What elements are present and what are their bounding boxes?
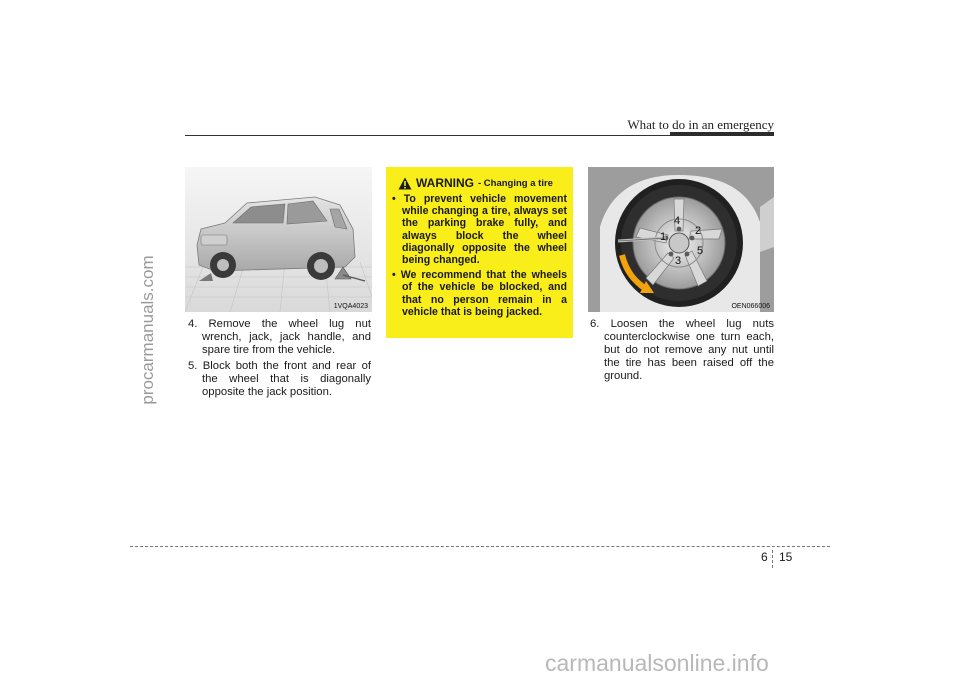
side-watermark: procarmanuals.com: [138, 255, 157, 405]
chapter-number: 6: [761, 550, 768, 564]
warning-box: [386, 167, 573, 338]
step-4: 4. Remove the wheel lug nut wrench, jack, jack handle, and spare tire from the vehicle.: [188, 318, 371, 356]
nut-number-2: 2: [695, 225, 702, 237]
warning-item-text: To prevent vehicle movement while changing a tire, always set the parking brake fully, and always block the wheel diagonally opposite the wheel being changed.: [402, 193, 567, 267]
car-on-jack-illustration: [185, 167, 372, 312]
warning-item-2: [392, 269, 567, 318]
warning-title: WARNING: [416, 176, 474, 190]
figure-label: OEN066006: [731, 303, 770, 310]
figure-label: 1VQA4023: [333, 303, 368, 310]
figure-wheel: [588, 167, 774, 312]
nut-number-1: 1: [660, 231, 667, 243]
warning-header: [398, 176, 567, 190]
page-number: 15: [779, 550, 793, 564]
step-6: 6. Loosen the wheel lug nuts counterclockwise one turn each, but do not remove any nut until the tire has been raised off the ground.: [590, 318, 774, 382]
wheel-lug-nuts-illustration: [588, 167, 774, 312]
header-rule-accent: [670, 132, 774, 136]
steps-column-left: [188, 318, 371, 399]
nut-number-3: 3: [675, 255, 682, 267]
steps-column-right: [590, 318, 774, 383]
page-number-separator: [772, 550, 773, 568]
footer-rule: [130, 546, 830, 547]
bottom-watermark: carmanualsonline.info: [545, 650, 769, 676]
nut-number-5: 5: [697, 245, 704, 257]
step-5: 5. Block both the front and rear of the wheel that is diagonally opposite the jack position.: [188, 360, 371, 398]
section-title: What to do in an emergency: [627, 117, 774, 132]
warning-item-text: We recommend that the wheels of the vehicle be blocked, and that no person remain in a vehicle that is being jacked.: [400, 269, 567, 318]
warning-bullet: •: [392, 269, 396, 282]
warning-item-1: [392, 193, 567, 266]
warning-triangle-icon: [398, 177, 412, 190]
warning-bullet: •: [392, 193, 396, 205]
figure-car-jack: [185, 167, 372, 312]
warning-subtitle: - Changing a tire: [478, 177, 553, 189]
nut-number-4: 4: [674, 215, 681, 227]
